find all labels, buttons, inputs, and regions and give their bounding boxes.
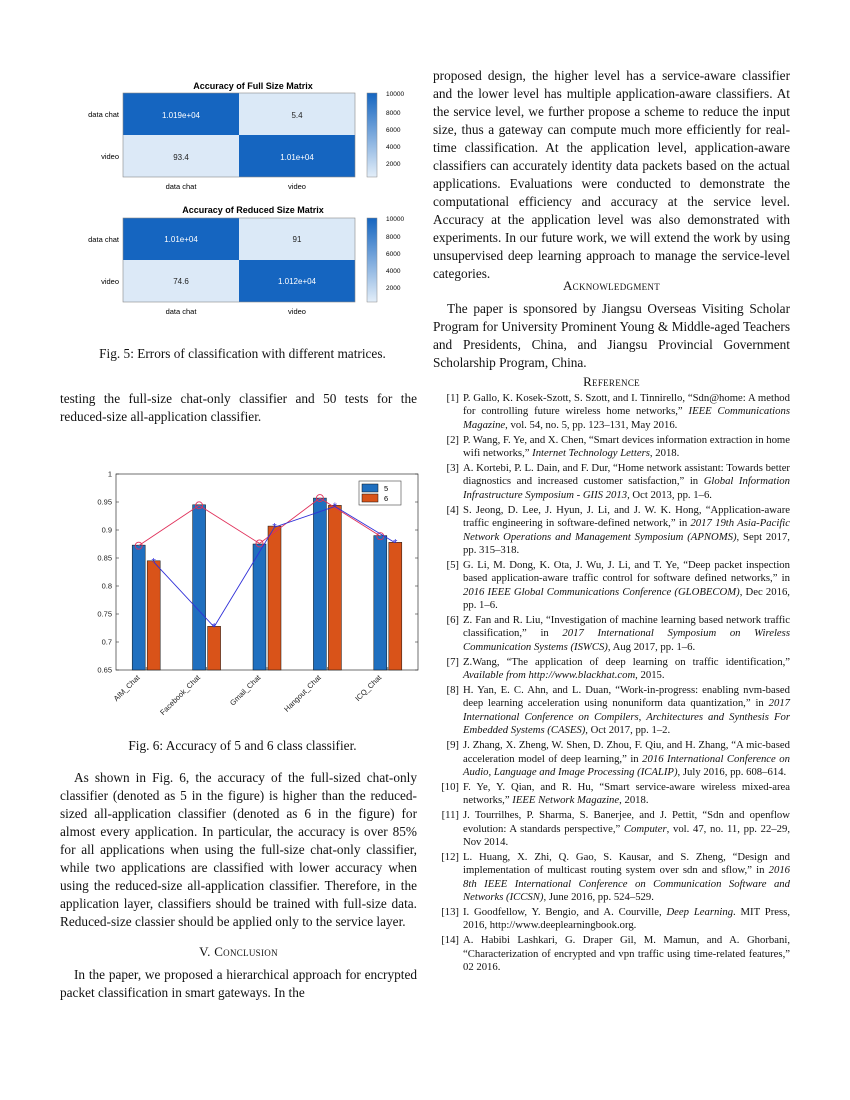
reference-number: [11] bbox=[441, 809, 459, 822]
bar-series-6-Gmail_Chat bbox=[268, 526, 281, 670]
x-tick-label: ICQ_Chat bbox=[353, 673, 384, 704]
reference-number: [1] bbox=[446, 392, 459, 404]
left-paragraph-3: In the paper, we proposed a hierarchical approach for encrypted packet classification in smart gateways. In the bbox=[60, 967, 417, 1000]
figure-6-bar-chart bbox=[78, 462, 428, 727]
y-tick-label: 0.7 bbox=[101, 637, 112, 647]
reference-text: A. Kortebi, P. L. Dain, and F. Dur, “Home network assistant: Towards better diagnostics and increased customer satisfaction,” in Global Information Infrastructure Symposium - GIIS 2013, Oct 2013, pp. 1–6. bbox=[463, 462, 790, 501]
reduced-col-label: video bbox=[288, 307, 306, 316]
bar-series-5-Facebook_Chat bbox=[193, 505, 206, 670]
reference-number: [4] bbox=[446, 503, 459, 516]
reference-item bbox=[433, 684, 790, 738]
full-col-label: data chat bbox=[165, 182, 197, 191]
reduced-row-label: video bbox=[101, 277, 119, 286]
reduced-cell-value: 74.6 bbox=[173, 277, 189, 286]
reduced-row-label: data chat bbox=[88, 235, 119, 244]
reference-number: [9] bbox=[446, 739, 459, 752]
reference-text: A. Habibi Lashkari, G. Draper Gil, M. Mamun, and A. Ghorbani, “Characterization of encrypted and vpn traffic using time-related features,” 02 2016. bbox=[463, 934, 790, 974]
right-paragraph-1: proposed design, the higher level has a service-aware classifier and the lower level has multiple application-aware classifiers. At the service level, we further propose a scheme to reduce the input size, thus a gateway can compute much more efficiently for real-time classification. At the application level, application-aware classifiers can accurately identity data packets based on the actual applications. Evaluations were conducted to demonstrate the computational efficiency and accuracy at the service level. Accuracy at the application level was also demonstrated with experiments. In our future work, we will extend the work by using unsupervised deep learning approach to manage the service-level categories. bbox=[433, 68, 790, 281]
reference-number: [13] bbox=[441, 906, 459, 919]
reference-number: [3] bbox=[446, 462, 459, 475]
full-row-label: video bbox=[101, 152, 119, 161]
y-tick-label: 1 bbox=[107, 469, 112, 479]
left-paragraph-1: testing the full-size chat-only classifier and 50 tests for the reduced-size all-application classifier. bbox=[60, 391, 417, 424]
colorbar-tick: 10000 bbox=[386, 216, 405, 223]
reference-item bbox=[433, 392, 790, 432]
star-marker-6: * bbox=[332, 500, 338, 513]
bar-series-5-Hangout_Chat bbox=[313, 498, 326, 670]
reference-item bbox=[433, 614, 790, 654]
x-tick-label: AIM_Chat bbox=[111, 673, 142, 704]
reference-text: J. Zhang, X. Zheng, W. Shen, D. Zhou, F. Qiu, and H. Zhang, “A mic-based acceleration model of deep learning,” in 2016 International Conference on Audio, Language and Image Processing (ICALIP), July 2016, pp. 608–614. bbox=[463, 739, 790, 778]
reference-text: Z.Wang, “The application of deep learning on traffic identification,” Available from http://www.blackhat.com, 2015. bbox=[463, 655, 790, 682]
reduced-cell-value: 1.01e+04 bbox=[164, 235, 198, 244]
colorbar-tick: 8000 bbox=[386, 110, 401, 117]
full-cell-value: 93.4 bbox=[173, 153, 189, 162]
reference-item bbox=[433, 781, 790, 808]
reference-text: L. Huang, X. Zhi, Q. Gao, S. Kausar, and S. Zheng, “Design and implementation of multicast routing system over sdn and sflow,” in 2016 8th IEEE International Conference on Communication Software and Networks (ICCSN), June 2016, pp. 524–529. bbox=[463, 850, 790, 904]
bar-series-5-ICQ_Chat bbox=[374, 536, 387, 670]
y-tick-label: 0.75 bbox=[97, 609, 112, 619]
reference-text: J. Tourrilhes, P. Sharma, S. Banerjee, and J. Pettit, “Sdn and openflow evolution: A standards perspective,” Computer, vol. 47, no. 11, pp. 22–29, Nov 2014. bbox=[463, 809, 790, 848]
bar-series-6-ICQ_Chat bbox=[389, 542, 402, 670]
bar-series-5-AIM_Chat bbox=[132, 545, 145, 670]
reference-item bbox=[433, 809, 790, 849]
reference-item bbox=[433, 504, 790, 558]
reference-text: I. Goodfellow, Y. Bengio, and A. Courville, Deep Learning. MIT Press, 2016, http://www.deeplearningbook.org. bbox=[463, 906, 790, 932]
star-marker-6: * bbox=[211, 621, 217, 634]
y-tick-label: 0.65 bbox=[97, 665, 112, 675]
reference-item bbox=[433, 739, 790, 779]
full-col-label: video bbox=[288, 182, 306, 191]
colorbar-tick: 8000 bbox=[386, 234, 401, 241]
reference-number: [8] bbox=[446, 684, 459, 697]
reference-number: [6] bbox=[446, 614, 459, 626]
y-tick-label: 0.9 bbox=[101, 525, 112, 535]
legend-label-5: 5 bbox=[384, 484, 389, 493]
reference-text: P. Wang, F. Ye, and X. Chen, “Smart devices information extraction in home wifi networks,” Internet Technology Letters, 2018. bbox=[463, 433, 790, 460]
colorbar-tick: 2000 bbox=[386, 161, 401, 168]
reference-text: F. Ye, Y. Qian, and R. Hu, “Smart service-aware wireless mixed-area networks,” IEEE Network Magazine, 2018. bbox=[463, 780, 790, 807]
reference-text: S. Jeong, D. Lee, J. Hyun, J. Li, and J. W. K. Hong, “Application-aware traffic engineering in software-defined network,” in 2017 19th Asia-Pacific Network Operations and Management Symposium (APNOMS), Sept 2017, pp. 315–318. bbox=[463, 503, 791, 556]
legend-swatch-6 bbox=[362, 494, 378, 502]
reference-text: Z. Fan and R. Liu, “Investigation of machine learning based network traffic classification,” in 2017 International Symposium on Wireless Communication Systems (ISWCS), Aug 2017, pp. 1–6. bbox=[463, 614, 790, 653]
acknowledgment-paragraph: The paper is sponsored by Jiangsu Overseas Visiting Scholar Program for University Prominent Young & Middle-aged Teachers and Presidents, China, and Jiangsu Provincial Government Scholarship Program, China. bbox=[433, 301, 790, 370]
reference-text: H. Yan, E. C. Ahn, and L. Duan, “Work-in-progress: enabling nvm-based deep learning acceleration using nonuniform data quantization,” in 2017 International Conference on Compilers, Architectures and Synthesis For Embedded Systems (CASES), Oct 2017, pp. 1–2. bbox=[463, 684, 790, 737]
figure-5-confusion-matrices bbox=[78, 76, 418, 321]
left-paragraph-2: As shown in Fig. 6, the accuracy of the full-sized chat-only classifier (denoted as 5 in the figure) is higher than the reduced-sized all-application classifier (denoted as 6 in the figure) for almost every application. In particular, the accuracy is over 85% for all applications when using the full-size chat-only classifier, while two applications are classified with lower accuracy when using the reduced-size all-application classifier. Therefore, in the application layer, classifiers should be trained with full-size data. Reduced-size classier should be applied only to the service layer. bbox=[60, 770, 417, 929]
full-colorbar bbox=[367, 93, 377, 177]
reference-text: G. Li, M. Dong, K. Ota, J. Wu, J. Li, and T. Ye, “Deep packet inspection based application-aware traffic control for software defined networks,” in 2016 IEEE Global Communications Conference (GLOBECOM), Dec 2016, pp. 1–6. bbox=[463, 558, 790, 612]
reference-number: [14] bbox=[441, 934, 459, 947]
reduced-matrix-title: Accuracy of Reduced Size Matrix bbox=[182, 205, 324, 215]
chart-legend bbox=[359, 481, 401, 505]
reference-number: [5] bbox=[446, 558, 459, 571]
reduced-cell-value: 91 bbox=[292, 235, 302, 244]
reference-list bbox=[433, 392, 790, 976]
reference-item bbox=[433, 934, 790, 974]
full-cell-value: 1.01e+04 bbox=[280, 153, 314, 162]
reference-item bbox=[433, 851, 790, 905]
x-tick-label: Gmail_Chat bbox=[228, 673, 263, 708]
star-marker-6: * bbox=[151, 556, 156, 569]
y-tick-label: 0.8 bbox=[101, 581, 112, 591]
reference-item bbox=[433, 906, 790, 933]
legend-swatch-5 bbox=[362, 484, 378, 492]
figure-6-caption: Fig. 6: Accuracy of 5 and 6 class classifier. bbox=[128, 738, 357, 753]
colorbar-tick: 4000 bbox=[386, 144, 401, 151]
legend-label-6: 6 bbox=[384, 494, 389, 503]
y-tick-label: 0.85 bbox=[97, 553, 112, 563]
bar-series-6-AIM_Chat bbox=[147, 561, 160, 670]
figure-5-caption: Fig. 5: Errors of classification with different matrices. bbox=[99, 346, 386, 361]
star-marker-6: * bbox=[393, 537, 398, 550]
star-marker-6: * bbox=[272, 521, 277, 534]
reference-item bbox=[433, 462, 790, 502]
acknowledgment-heading: Acknowledgment bbox=[562, 278, 661, 293]
bar-series-5-Gmail_Chat bbox=[253, 544, 266, 670]
reference-number: [10] bbox=[441, 780, 459, 793]
full-matrix-title: Accuracy of Full Size Matrix bbox=[193, 81, 313, 91]
reference-heading: Reference bbox=[583, 374, 640, 389]
conclusion-heading: V. Conclusion bbox=[199, 944, 278, 959]
full-row-label: data chat bbox=[88, 110, 119, 119]
reduced-col-label: data chat bbox=[165, 307, 197, 316]
x-tick-label: Facebook_Chat bbox=[158, 673, 203, 717]
reference-number: [12] bbox=[441, 850, 459, 863]
reference-text: P. Gallo, K. Kosek-Szott, S. Szott, and I. Tinnirello, “Sdn@home: A method for controlling future wireless home networks,” IEEE Communications Magazine, vol. 54, no. 5, pp. 123–131, May 2016. bbox=[463, 392, 790, 431]
reference-item bbox=[433, 434, 790, 461]
full-cell-value: 5.4 bbox=[291, 111, 303, 120]
colorbar-tick: 6000 bbox=[386, 127, 401, 134]
colorbar-tick: 10000 bbox=[386, 91, 405, 98]
full-cell-value: 1.019e+04 bbox=[161, 111, 201, 120]
reference-number: [7] bbox=[446, 655, 459, 668]
colorbar-tick: 6000 bbox=[386, 251, 401, 258]
y-tick-label: 0.95 bbox=[97, 497, 112, 507]
reference-number: [2] bbox=[446, 433, 459, 446]
x-tick-label: Hangout_Chat bbox=[282, 673, 323, 714]
reduced-cell-value: 1.012e+04 bbox=[277, 277, 317, 286]
reference-item bbox=[433, 656, 790, 683]
bar-series-6-Hangout_Chat bbox=[328, 505, 341, 670]
reference-item bbox=[433, 559, 790, 613]
colorbar-tick: 4000 bbox=[386, 268, 401, 275]
reduced-colorbar bbox=[367, 218, 377, 302]
colorbar-tick: 2000 bbox=[386, 285, 401, 292]
